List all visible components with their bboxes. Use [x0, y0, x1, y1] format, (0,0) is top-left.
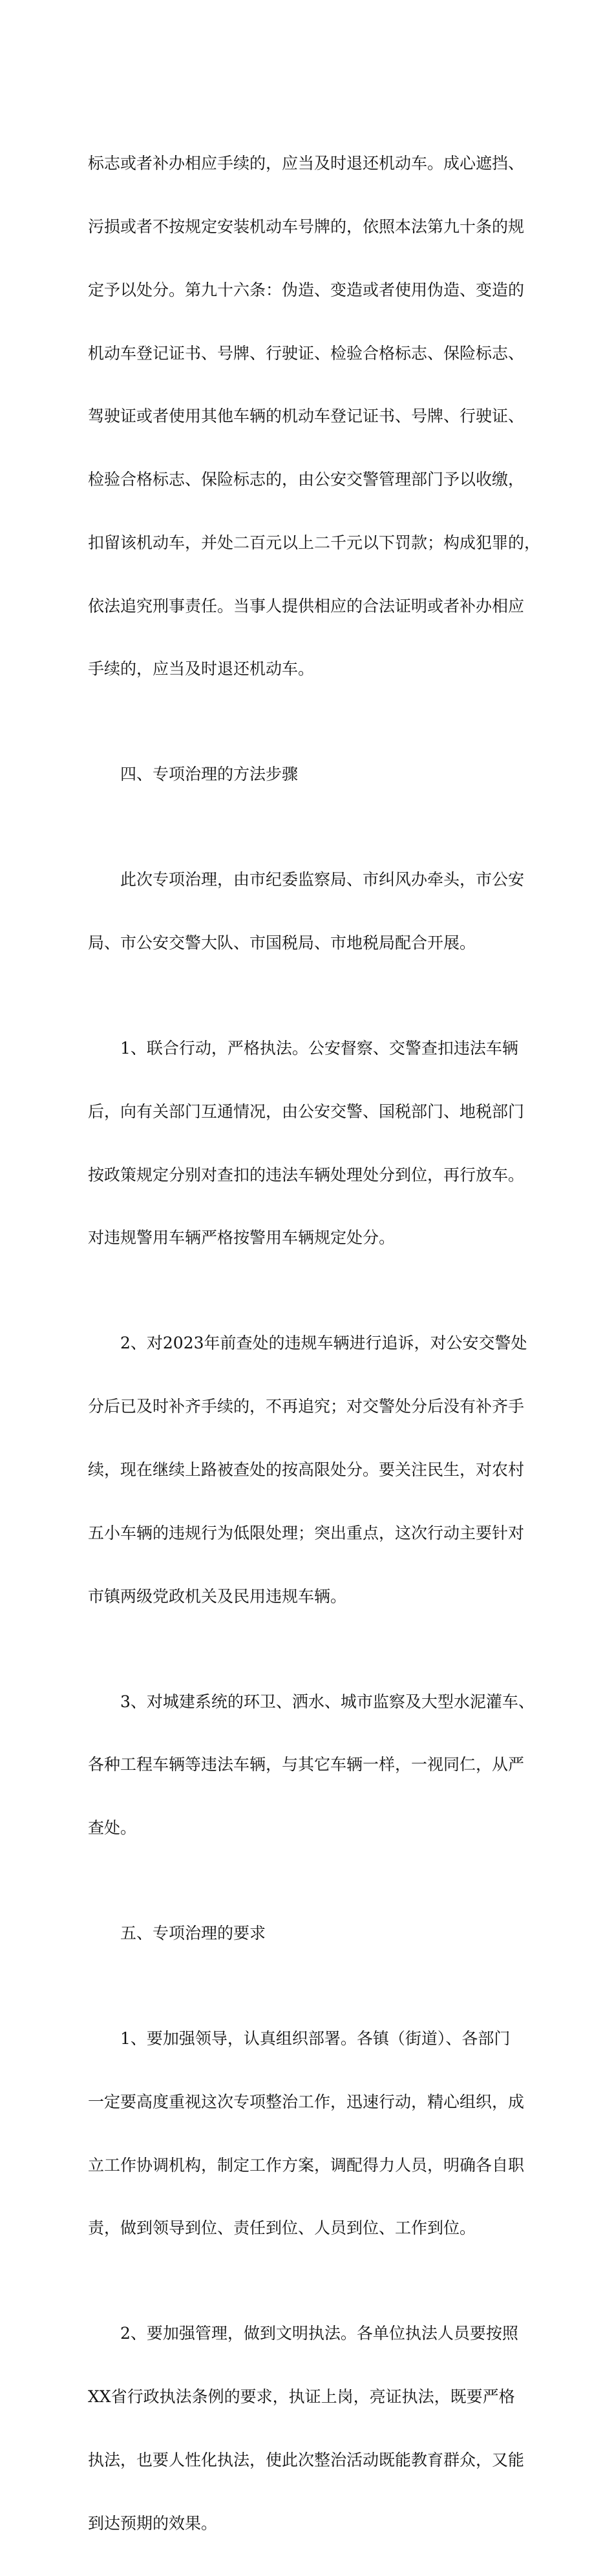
text-line: 四、专项治理的方法步骤	[120, 765, 299, 784]
text-line: 3、对城建系统的环卫、洒水、城市监察及大型水泥灌车、	[120, 1692, 535, 1711]
paragraph-method-2	[88, 1291, 540, 1649]
text-line: 依法追究刑事责任。当事人提供相应的合法证明或者补办相应	[88, 596, 525, 615]
text-line: 对违规警用车辆严格按警用车辆规定处分。	[88, 1228, 396, 1248]
text-line: 手续的，应当及时退还机动车。	[88, 659, 315, 679]
text-line: 各种工程车辆等违法车辆，与其它车辆一样，一视同仁，从严	[88, 1755, 525, 1774]
paragraph-method-1	[88, 996, 540, 1291]
paragraph-requirement-1	[88, 1986, 540, 2281]
section-heading-requirements	[88, 1881, 540, 1986]
text-line: 1、联合行动，严格执法。公安督察、交警查扣违法车辆	[120, 1039, 518, 1058]
text-line: 按政策规定分别对查扣的违法车辆处理处分到位，再行放车。	[88, 1165, 525, 1184]
text-line: 污损或者不按规定安装机动车号牌的，依照本法第九十条的规	[88, 217, 525, 236]
paragraph-method-3	[88, 1649, 540, 1881]
text-line: XX省行政执法条例的要求，执证上岗，亮证执法，既要严格	[88, 2387, 515, 2407]
text-line: 定予以处分。第九十六条：伪造、变造或者使用伪造、变造的	[88, 280, 525, 299]
text-line: 到达预期的效果。	[88, 2513, 218, 2533]
text-line: 立工作协调机构，制定工作方案，调配得力人员，明确各自职	[88, 2155, 525, 2175]
paragraph-lead-agencies	[88, 827, 540, 996]
text-line: 五、专项治理的要求	[120, 1924, 266, 1943]
text-line: 此次专项治理，由市纪委监察局、市纠风办牵头，市公安	[120, 870, 525, 889]
text-line: 驾驶证或者使用其他车辆的机动车登记证书、号牌、行驶证、	[88, 407, 525, 426]
text-line: 2、对2023年前查处的违规车辆进行追诉，对公安交警处	[120, 1334, 527, 1353]
text-line: 分后已及时补齐手续的，不再追究；对交警处分后没有补齐手	[88, 1397, 525, 1416]
text-line: 一定要高度重视这次专项整治工作，迅速行动，精心组织，成	[88, 2092, 525, 2111]
text-line: 查处。	[88, 1818, 137, 1838]
text-line: 检验合格标志、保险标志的，由公安交警管理部门予以收缴，	[88, 470, 525, 489]
text-line: 机动车登记证书、号牌、行驶证、检验合格标志、保险标志、	[88, 343, 525, 363]
text-line: 续，现在继续上路被查处的按高限处分。要关注民生，对农村	[88, 1460, 525, 1479]
text-line: 1、要加强领导，认真组织部署。各镇（街道）、各部门	[120, 2029, 511, 2049]
text-line: 扣留该机动车，并处二百元以上二千元以下罚款；构成犯罪的，	[88, 533, 541, 552]
section-heading-methods	[88, 722, 540, 827]
text-line: 局、市公安交警大队、市国税局、市地税局配合开展。	[88, 933, 476, 953]
text-line: 标志或者补办相应手续的，应当及时退还机动车。成心遮挡、	[88, 154, 525, 173]
paragraph-requirement-2	[88, 2281, 540, 2576]
text-line: 2、要加强管理，做到文明执法。各单位执法人员要按照	[120, 2324, 518, 2343]
text-line: 五小车辆的违规行为低限处理；突出重点，这次行动主要针对	[88, 1523, 525, 1542]
document-body	[88, 111, 540, 2576]
text-line: 市镇两级党政机关及民用违规车辆。	[88, 1586, 347, 1606]
text-line: 后，向有关部门互通情况，由公安交警、国税部门、地税部门	[88, 1102, 525, 1121]
text-line: 执法，也要人性化执法，使此次整治活动既能教育群众，又能	[88, 2450, 525, 2469]
paragraph-vehicle-plate-rules	[88, 111, 540, 722]
text-line: 责，做到领导到位、责任到位、人员到位、工作到位。	[88, 2219, 476, 2238]
